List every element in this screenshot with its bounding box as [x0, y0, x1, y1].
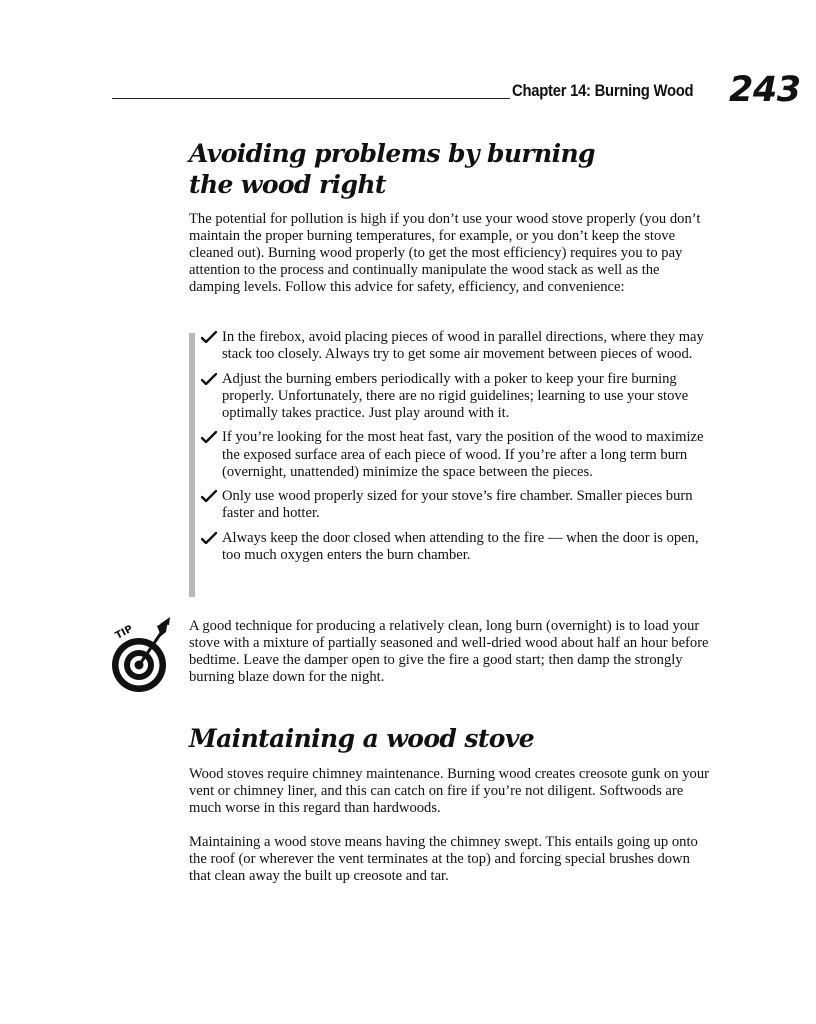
check-icon: [201, 331, 217, 343]
list-item-text: Always keep the door closed when attending to the fire — when the door is open, too much oxygen enters the burn chamber.: [222, 529, 699, 564]
list-item-text: If you’re looking for the most heat fast, vary the position of the wood to maximize the exposed surface area of each piece of wood. If you’re after a long term burn (overnight, unattended) minimize the space between the pieces.: [222, 429, 704, 480]
list-item: [201, 488, 711, 522]
check-icon: [201, 490, 217, 502]
advice-list: [201, 329, 711, 572]
check-icon: [201, 431, 217, 443]
tip-label: TIP: [113, 623, 135, 642]
page-number: 243: [729, 70, 801, 110]
header-rule: [112, 98, 510, 99]
list-item: [201, 429, 711, 480]
list-item: [201, 530, 711, 564]
section-heading-avoiding-problems: [189, 138, 595, 200]
list-item-text: Adjust the burning embers periodically with a poker to keep your fire burning properly. Unfortunately, there are no rigid guidelines; learning to use your stove optimally takes practice. Just play around with it.: [222, 370, 689, 421]
heading-line-2: the wood right: [189, 170, 386, 199]
tip-paragraph: A good technique for producing a relatively clean, long burn (overnight) is to load your stove with a mixture of partially seasoned and well-dried wood about half an hour before bedtime. Leave the damper open to give the fire a good start; then damp the strongly burning blaze down for the night.: [189, 618, 709, 686]
chapter-title: Chapter 14: Burning Wood: [512, 82, 694, 100]
check-icon: [201, 532, 217, 544]
list-item-text: Only use wood properly sized for your stove’s fire chamber. Smaller pieces burn faster and hotter.: [222, 488, 693, 522]
list-item: [201, 329, 711, 363]
list-item: [201, 371, 711, 422]
check-icon: [201, 373, 217, 385]
list-item-text: In the firebox, avoid placing pieces of wood in parallel directions, where they may stack too closely. Always try to get some air movement between pieces of wood.: [222, 329, 704, 363]
intro-paragraph: The potential for pollution is high if you don’t use your wood stove properly (you don’t maintain the proper burning temperatures, for example, or you don’t keep the stove cleaned out). Burning wood properly (to get the most efficiency) requires you to pay attention to the process and continually manipulate the wood stack as well as the damping levels. Follow this advice for safety, efficiency, and convenience:: [189, 211, 701, 296]
heading-line-1: Avoiding problems by burning: [189, 139, 595, 168]
maintenance-paragraph-2: Maintaining a wood stove means having the chimney swept. This entails going up onto the roof (or wherever the vent terminates at the top) and forcing special brushes down that clean away the built up creosote and tar.: [189, 834, 698, 885]
bullet-sidebar-bar: [189, 333, 195, 597]
maintenance-paragraph-1: Wood stoves require chimney maintenance. Burning wood creates creosote gunk on your vent or chimney liner, and this can catch on fire if you’re not diligent. Softwoods are much worse in this regard than hardwoods.: [189, 766, 709, 817]
tip-target-icon: [108, 616, 172, 696]
section-heading-maintaining: Maintaining a wood stove: [189, 724, 535, 753]
